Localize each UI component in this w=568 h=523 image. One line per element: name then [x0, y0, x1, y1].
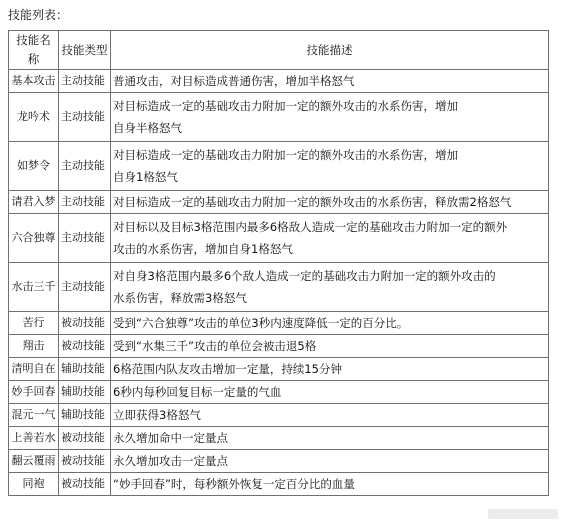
description-line: 对目标造成一定的基础攻击力附加一定的额外攻击的水系伤害，增加	[113, 99, 458, 113]
skill-description-cell	[111, 427, 549, 450]
skill-name-cell: 水击三千	[9, 263, 59, 312]
skill-description-cell	[111, 312, 549, 335]
skill-type-cell: 被动技能	[59, 427, 111, 450]
skill-name-cell: 上善若水	[9, 427, 59, 450]
skill-name-cell: 翔击	[9, 335, 59, 358]
skill-description-cell	[111, 404, 549, 427]
skill-type-cell: 被动技能	[59, 450, 111, 473]
table-row	[9, 70, 549, 93]
skill-type-cell: 辅助技能	[59, 381, 111, 404]
skill-description-cell	[111, 335, 549, 358]
skill-type-cell: 被动技能	[59, 335, 111, 358]
description-line: 6格范围内队友攻击增加一定量，持续15分钟	[113, 362, 342, 376]
table-row	[9, 450, 549, 473]
table-row	[9, 214, 549, 263]
table-row	[9, 142, 549, 191]
table-row	[9, 335, 549, 358]
skill-name-cell: 请君入梦	[9, 191, 59, 214]
skill-description-cell	[111, 191, 549, 214]
header-skill-description: 技能描述	[111, 31, 549, 70]
skill-type-cell: 被动技能	[59, 473, 111, 496]
description-line: 受到“六合独尊”攻击的单位3秒内速度降低一定的百分比。	[113, 316, 409, 330]
skill-type-cell: 辅助技能	[59, 404, 111, 427]
skill-type-cell: 主动技能	[59, 93, 111, 142]
skill-description-cell	[111, 214, 549, 263]
description-line: 受到“水集三千”攻击的单位会被击退5格	[113, 339, 317, 353]
skill-description-cell	[111, 381, 549, 404]
skill-description-cell	[111, 263, 549, 312]
skill-name-cell: 苦行	[9, 312, 59, 335]
skill-description-cell	[111, 70, 549, 93]
skill-name-cell: 妙手回春	[9, 381, 59, 404]
table-row	[9, 404, 549, 427]
page-title: 技能列表：	[8, 8, 69, 22]
table-row	[9, 263, 549, 312]
skill-table-body	[9, 70, 549, 496]
table-row	[9, 381, 549, 404]
skill-table	[8, 30, 549, 496]
skill-description-cell	[111, 450, 549, 473]
description-line: 普通攻击，对目标造成普通伤害，增加半格怒气	[113, 74, 355, 88]
watermark-icon	[488, 507, 558, 521]
skill-name-cell: 翻云覆雨	[9, 450, 59, 473]
skill-name-cell: 混元一气	[9, 404, 59, 427]
description-line: 攻击的水系伤害，增加自身1格怒气	[113, 242, 293, 256]
description-line: 对目标造成一定的基础攻击力附加一定的额外攻击的水系伤害，释放需2格怒气	[113, 195, 512, 209]
skill-type-cell: 主动技能	[59, 214, 111, 263]
description-line: 对自身3格范围内最多6个敌人造成一定的基础攻击力附加一定的额外攻击的	[113, 269, 496, 283]
skill-name-cell: 同袍	[9, 473, 59, 496]
table-header-row	[9, 31, 549, 70]
header-skill-type: 技能类型	[59, 31, 111, 70]
header-skill-name: 技能名称	[9, 31, 59, 70]
description-line: 永久增加命中一定量点	[113, 431, 228, 445]
skill-type-cell: 主动技能	[59, 70, 111, 93]
table-row	[9, 191, 549, 214]
skill-type-cell: 主动技能	[59, 263, 111, 312]
skill-type-cell: 主动技能	[59, 142, 111, 191]
description-line: 永久增加攻击一定量点	[113, 454, 228, 468]
skill-type-cell: 主动技能	[59, 191, 111, 214]
table-row	[9, 473, 549, 496]
table-row	[9, 312, 549, 335]
skill-description-cell	[111, 93, 549, 142]
skill-description-cell	[111, 358, 549, 381]
skill-name-cell: 六合独尊	[9, 214, 59, 263]
description-line: 自身半格怒气	[113, 121, 182, 135]
skill-type-cell: 辅助技能	[59, 358, 111, 381]
table-row	[9, 93, 549, 142]
description-line: 立即获得3格怒气	[113, 408, 201, 422]
table-row	[9, 358, 549, 381]
table-row	[9, 427, 549, 450]
skill-description-cell	[111, 142, 549, 191]
skill-name-cell: 龙吟术	[9, 93, 59, 142]
description-line: 6秒内每秒回复目标一定量的气血	[113, 385, 282, 399]
skill-type-cell: 被动技能	[59, 312, 111, 335]
skill-name-cell: 基本攻击	[9, 70, 59, 93]
skill-name-cell: 如梦令	[9, 142, 59, 191]
description-line: 对目标以及目标3格范围内最多6格敌人造成一定的基础攻击力附加一定的额外	[113, 220, 508, 234]
description-line: “妙手回春”时，每秒额外恢复一定百分比的血量	[113, 477, 355, 491]
description-line: 自身1格怒气	[113, 170, 178, 184]
skill-description-cell	[111, 473, 549, 496]
description-line: 对目标造成一定的基础攻击力附加一定的额外攻击的水系伤害，增加	[113, 148, 458, 162]
skill-name-cell: 清明自在	[9, 358, 59, 381]
description-line: 水系伤害，释放需3格怒气	[113, 291, 247, 305]
